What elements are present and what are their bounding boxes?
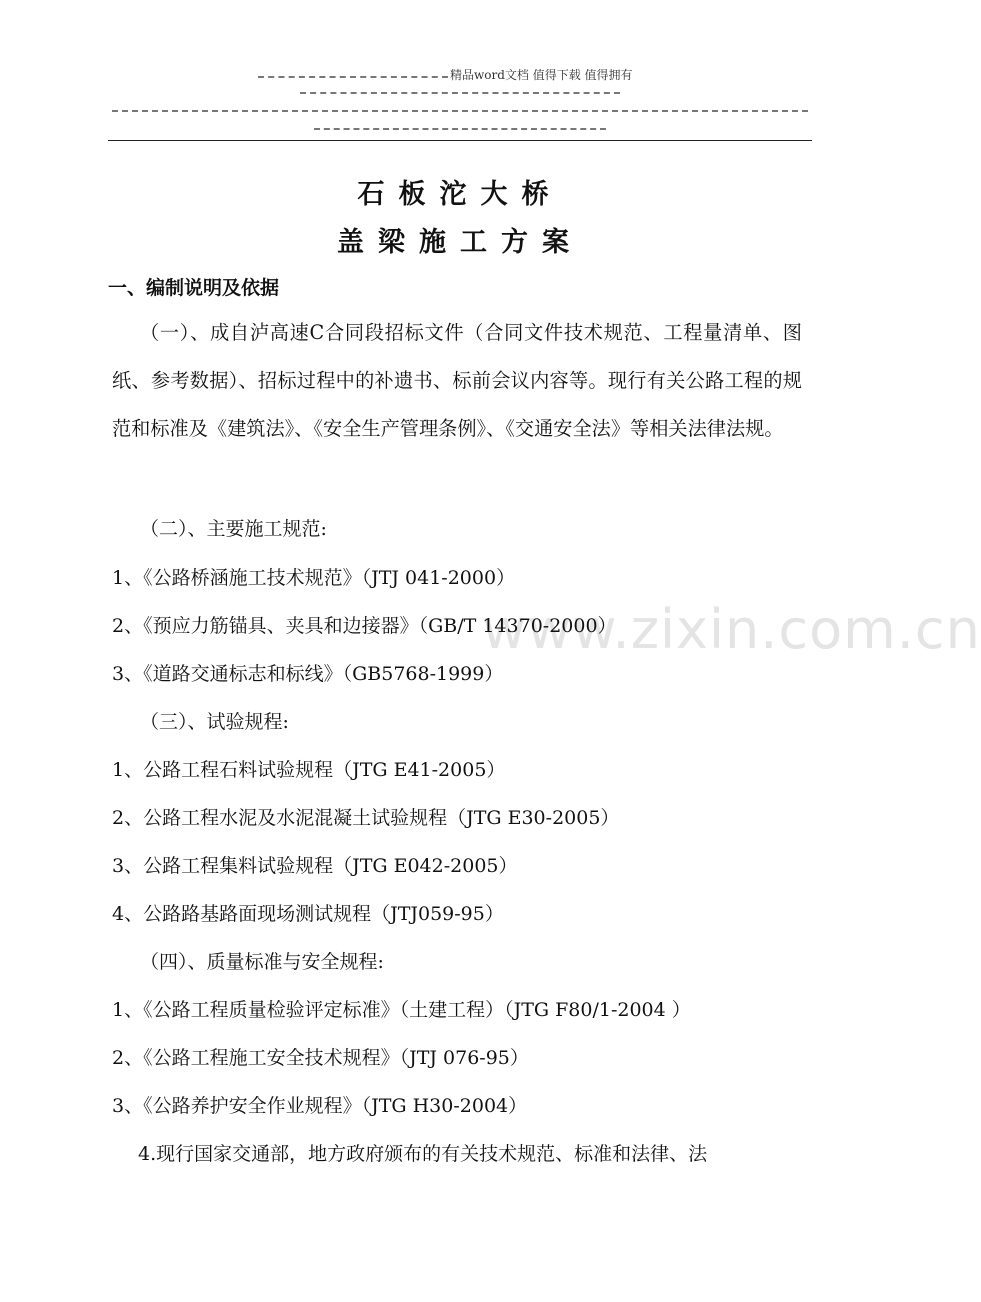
test-item: 1、公路工程石料试验规程（JTG E41-2005） [112,759,506,781]
header-dash-row2 [300,92,620,94]
spec-item: 2、《预应力筋锚具、夹具和边接器》（GB/T 14370-2000） [112,615,617,637]
test-item: 4、公路路基路面现场测试规程（JTJ059-95） [112,903,504,925]
spec-item: 3、《道路交通标志和标线》（GB5768-1999） [112,663,504,685]
quality-item: 1、《公路工程质量检验评定标准》（土建工程）（JTG F80/1-2004 ） [112,999,691,1021]
header-rule [108,140,812,141]
header-dash-row3 [112,110,808,112]
doc-title-line2: 盖梁施工方案 [337,227,583,258]
test-item: 3、公路工程集料试验规程（JTG E042-2005） [112,855,518,877]
section-heading: 一、编制说明及依据 [108,277,280,299]
quality-item: 3、《公路养护安全作业规程》（JTG H30-2004） [112,1095,528,1117]
header-dash-left [258,76,448,78]
test-item: 2、公路工程水泥及水泥混凝土试验规程（JTG E30-2005） [112,807,620,829]
header-banner: 精品word文档 值得下载 值得拥有 [450,68,633,82]
subheading-quality: （四）、质量标准与安全规程: [140,951,384,973]
header-dash-row4 [314,128,606,130]
subheading-specs: （二）、主要施工规范: [140,518,327,540]
doc-title-line1: 石板沱大桥 [357,179,563,210]
quality-item: 2、《公路工程施工安全技术规程》（JTJ 076-95） [112,1047,529,1069]
subheading-tests: （三）、试验规程: [140,711,289,733]
basis-paragraph: （一）、成自泸高速C合同段招标文件（合同文件技术规范、工程量清单、图纸、参考数据）、招标过程中的补遗书、标前会议内容等。现行有关公路工程的规范和标准及《建筑法》、《安全生产管理条例》、《交通安全法》等相关法律法规。 [112,321,802,440]
spec-item: 1、《公路桥涵施工技术规范》（JTJ 041-2000） [112,567,516,589]
final-basis-line: 4.现行国家交通部，地方政府颁布的有关技术规范、标准和法律、法 [138,1143,708,1165]
watermark: www.zixin.com.cn [482,598,981,661]
